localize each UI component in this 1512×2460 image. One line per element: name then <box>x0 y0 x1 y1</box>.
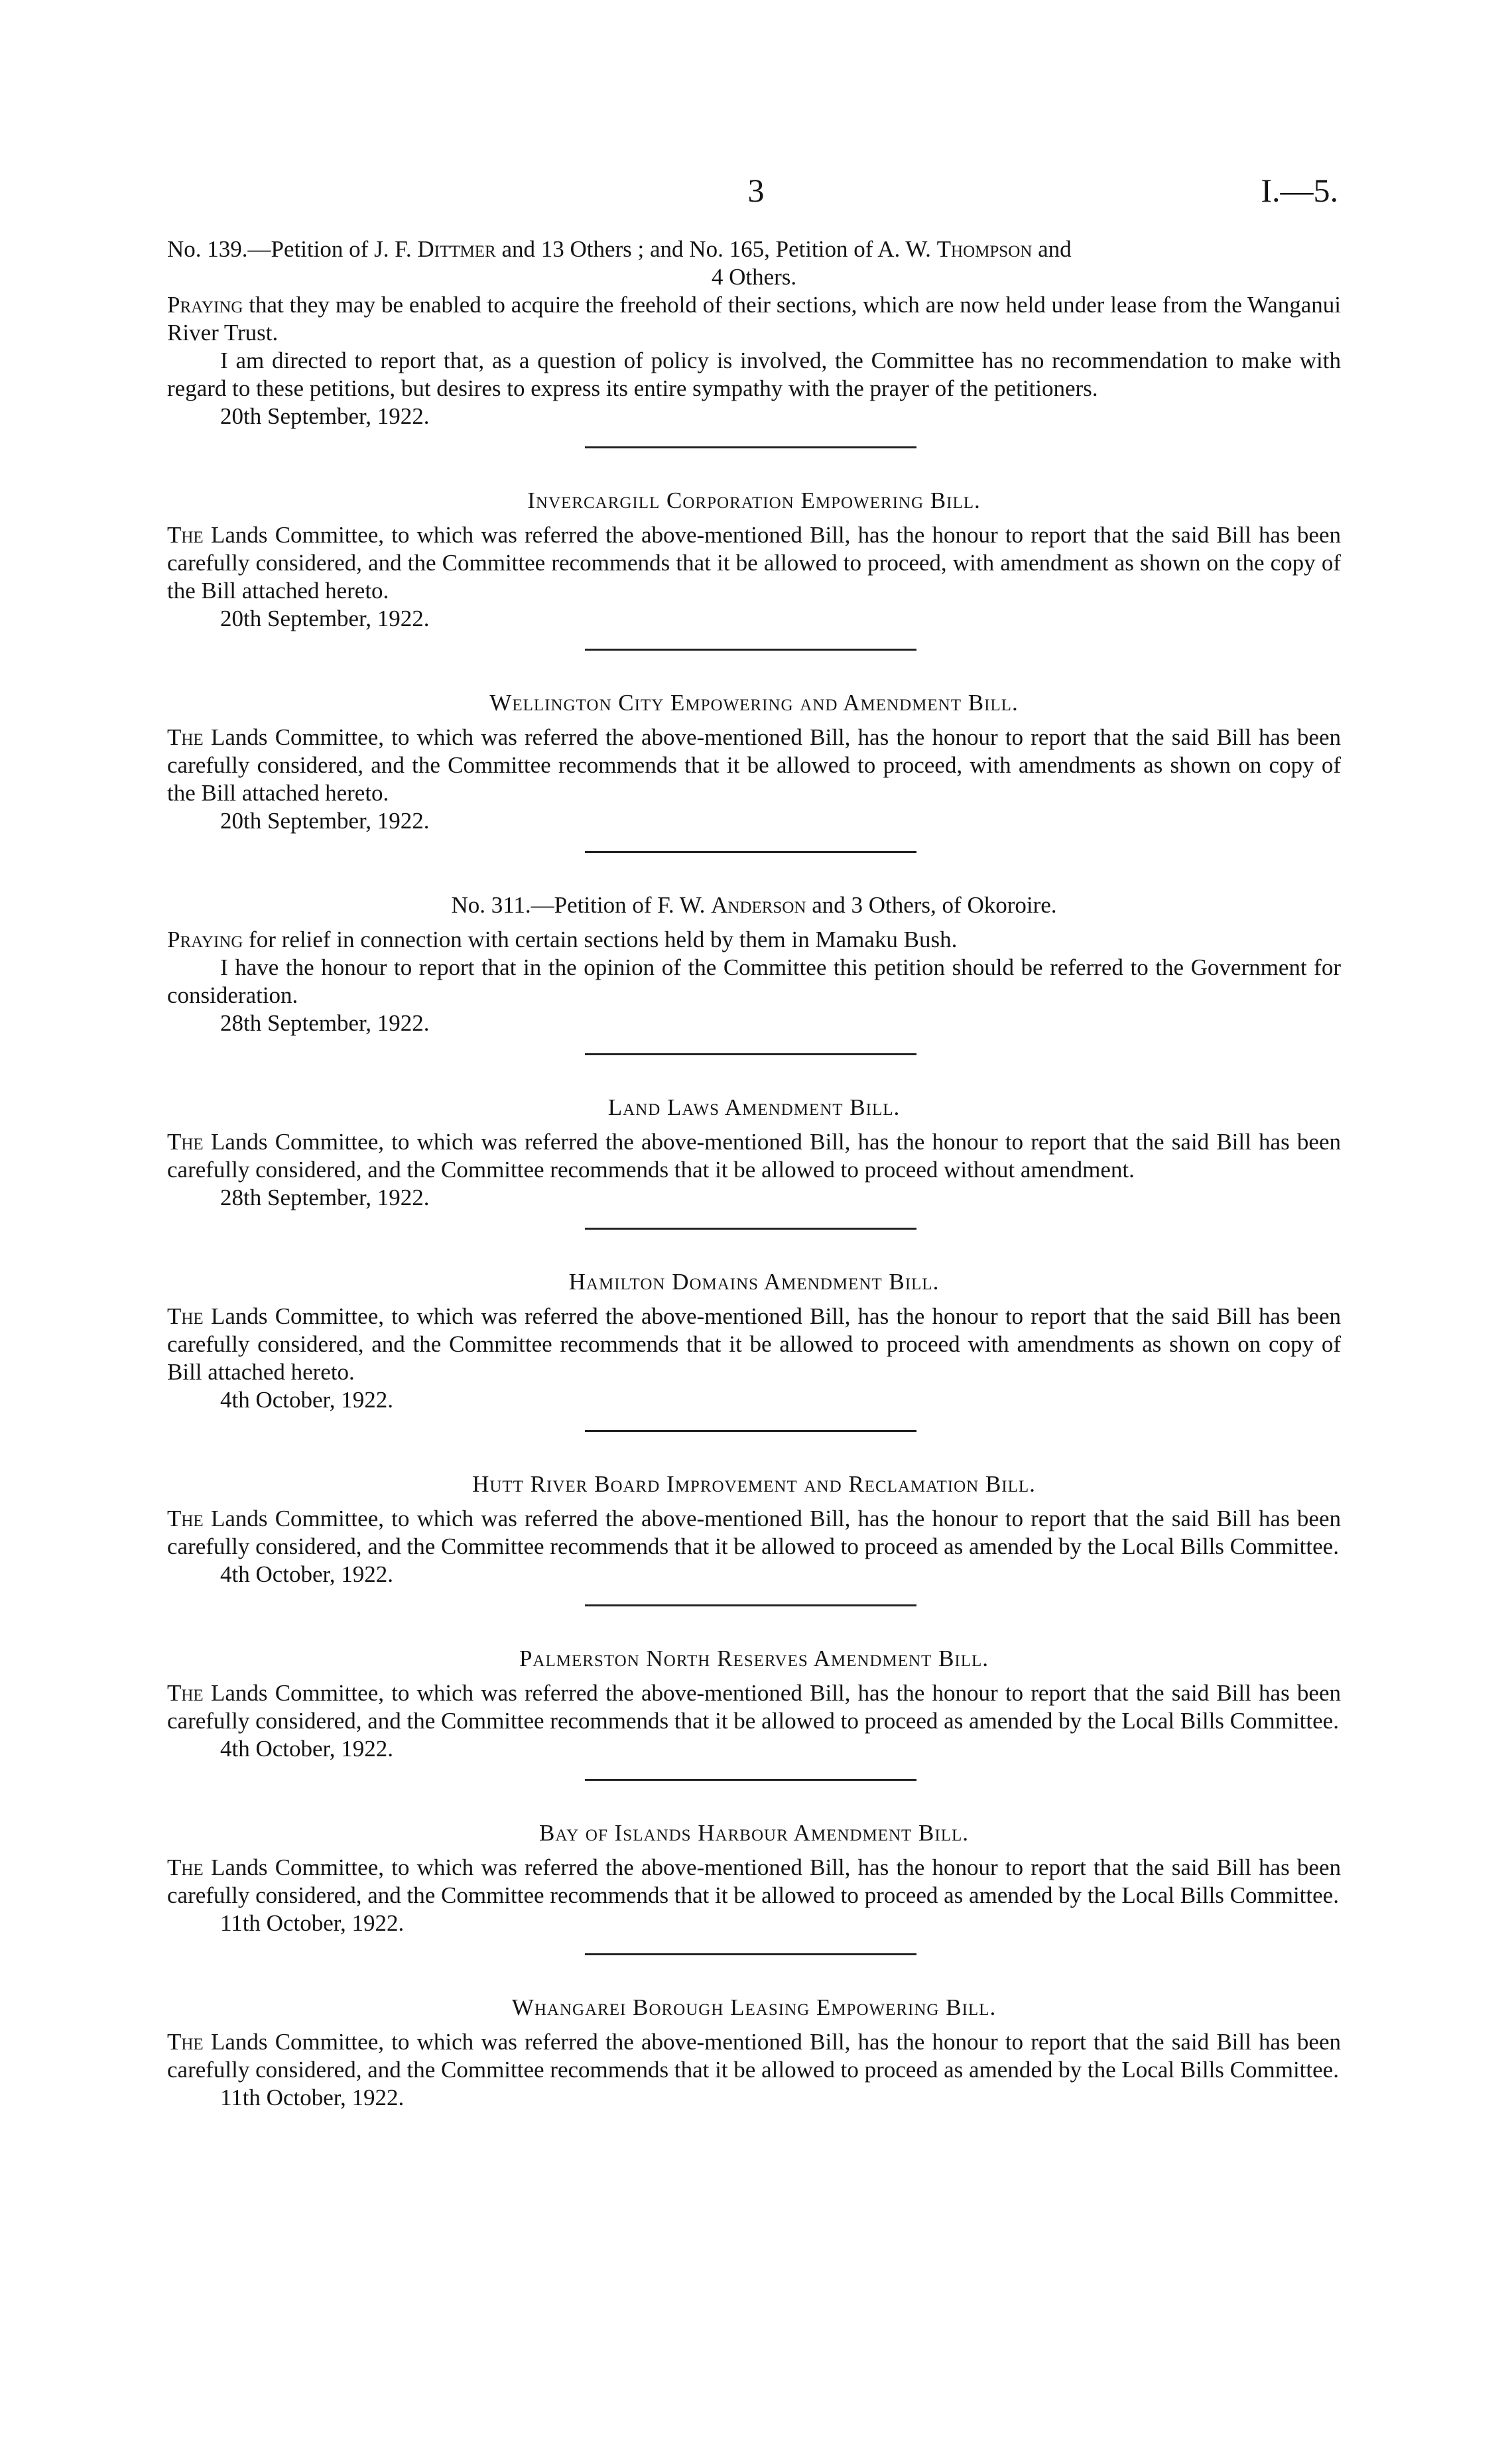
page-number: 3 <box>747 172 765 209</box>
bill-title: Palmerston North Reserves Amendment Bill. <box>519 1646 989 1671</box>
bill-report: The Lands Committee, to which was referred the above-mentioned Bill, has the honour to report that the said Bill has been carefully considered, and the Committee recommends that it be allowed to proceed without amendment. <box>167 1129 1342 1183</box>
bill-section <box>167 1268 1341 1414</box>
section-divider <box>585 649 916 651</box>
report-date: 4th October, 1922. <box>220 1561 394 1587</box>
report-date: 4th October, 1922. <box>220 1736 394 1762</box>
section-divider <box>585 1053 916 1055</box>
petition-311-section <box>167 891 1341 1037</box>
petition-139-section <box>167 235 1341 430</box>
report-date: 4th October, 1922. <box>220 1387 394 1413</box>
petition-heading: No. 311.—Petition of F. W. Anderson and 3 Others, of Okoroire. <box>451 892 1057 918</box>
bill-report: The Lands Committee, to which was referred the above-mentioned Bill, has the honour to report that the said Bill has been carefully considered, and the Committee recommends that it be allowed to proceed as amended by the Local Bills Committee. <box>167 1854 1342 1908</box>
bill-title: Bay of Islands Harbour Amendment Bill. <box>539 1820 969 1846</box>
bill-section <box>167 1470 1341 1588</box>
bill-title: Hamilton Domains Amendment Bill. <box>568 1269 940 1295</box>
praying-paragraph: Praying that they may be enabled to acquire the freehold of their sections, which are now held under lease from the Wanganui River Trust. <box>167 292 1342 346</box>
bill-title: Land Laws Amendment Bill. <box>607 1094 901 1120</box>
section-divider <box>585 1953 916 1955</box>
section-divider <box>585 1430 916 1432</box>
report-date: 11th October, 1922. <box>220 1910 405 1936</box>
report-date: 20th September, 1922. <box>220 403 430 429</box>
bill-title: Hutt River Board Improvement and Reclamation Bill. <box>472 1471 1036 1497</box>
report-date: 20th September, 1922. <box>220 606 430 631</box>
section-divider <box>585 1779 916 1781</box>
section-divider <box>585 1228 916 1230</box>
report-date: 28th September, 1922. <box>220 1010 430 1036</box>
bill-report: The Lands Committee, to which was referred the above-mentioned Bill, has the honour to report that the said Bill has been carefully considered, and the Committee recommends that it be allowed to proceed as amended by the Local Bills Committee. <box>167 1506 1342 1559</box>
report-date: 28th September, 1922. <box>220 1185 430 1210</box>
bill-section <box>167 1819 1341 1937</box>
petition-heading: No. 139.—Petition of J. F. Dittmer and 13 Others ; and No. 165, Petition of A. W. Thompson and <box>167 236 1072 262</box>
bill-report: The Lands Committee, to which was referred the above-mentioned Bill, has the honour to report that the said Bill has been carefully considered, and the Committee recommends that it be allowed to proceed, with amendments as shown on copy of the Bill attached hereto. <box>167 724 1342 806</box>
bill-section <box>167 487 1341 633</box>
bill-title: Whangarei Borough Leasing Empowering Bill. <box>511 1994 997 2020</box>
bill-report: The Lands Committee, to which was referred the above-mentioned Bill, has the honour to report that the said Bill has been carefully considered, and the Committee recommends that it be allowed to proceed, with amendment as shown on the copy of the Bill attached hereto. <box>167 522 1342 604</box>
bill-report: The Lands Committee, to which was referred the above-mentioned Bill, has the honour to report that the said Bill has been carefully considered, and the Committee recommends that it be allowed to proceed as amended by the Local Bills Committee. <box>167 2029 1342 2083</box>
bill-title: Wellington City Empowering and Amendment Bill. <box>489 690 1019 716</box>
petition-heading-line2: 4 Others. <box>711 264 797 290</box>
section-divider <box>585 1604 916 1606</box>
section-divider <box>585 446 916 448</box>
report-date: 11th October, 1922. <box>220 2085 405 2110</box>
praying-paragraph: Praying for relief in connection with certain sections held by them in Mamaku Bush. <box>167 927 958 952</box>
bill-section <box>167 1645 1341 1763</box>
report-date: 20th September, 1922. <box>220 808 430 834</box>
document-body <box>167 235 1341 2112</box>
report-paragraph: I am directed to report that, as a question of policy is involved, the Committee has no recommendation to make with regard to these petitions, but desires to express its entire sympathy with the prayer of the petitioners. <box>167 348 1341 401</box>
bill-section <box>167 689 1341 835</box>
report-paragraph: I have the honour to report that in the opinion of the Committee this petition should be referred to the Government for consideration. <box>167 954 1341 1008</box>
bill-section <box>167 1994 1341 2112</box>
document-reference: I.—5. <box>1261 172 1338 209</box>
bill-section <box>167 1094 1341 1212</box>
section-divider <box>585 851 916 853</box>
bill-report: The Lands Committee, to which was referred the above-mentioned Bill, has the honour to report that the said Bill has been carefully considered, and the Committee recommends that it be allowed to proceed with amendments as shown on copy of Bill attached hereto. <box>167 1303 1342 1385</box>
bill-title: Invercargill Corporation Empowering Bill. <box>527 487 981 513</box>
bill-report: The Lands Committee, to which was referred the above-mentioned Bill, has the honour to report that the said Bill has been carefully considered, and the Committee recommends that it be allowed to proceed as amended by the Local Bills Committee. <box>167 1680 1342 1734</box>
